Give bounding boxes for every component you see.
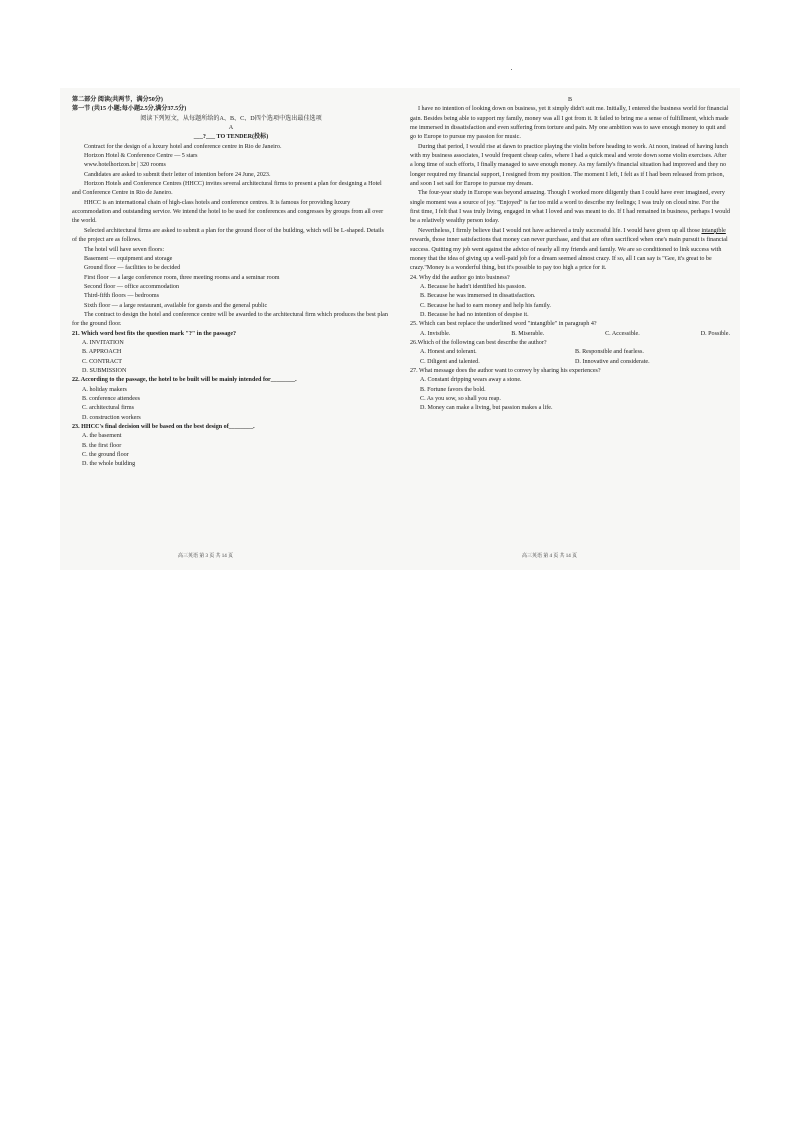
option-25c: C. Accessible. (605, 330, 640, 337)
option-27b: B. Fortune favors the bold. (420, 386, 486, 393)
question-26: 26.Which of the following can best describe the author? (410, 339, 547, 346)
option-23a: A. the basement (82, 433, 122, 440)
option-22c: C. architectural firms (82, 405, 134, 412)
floor-line: Sixth floor — a large restaurant, available for guests and the general public (84, 302, 268, 309)
option-24d: D. Because he had no intention of despise it. (420, 311, 529, 318)
option-23b: B. the first floor (82, 442, 122, 449)
page-footer-left: 高三英语 第 3 页 共 14 页 (178, 554, 234, 559)
option-21c: C. CONTRACT (82, 358, 122, 365)
options-25 (410, 330, 730, 339)
option-25d: D. Possible. (700, 330, 730, 337)
option-26d: D. Innovative and considerate. (575, 358, 650, 365)
question-22: 22. According to the passage, the hotel to be built will be mainly intended for________. (72, 377, 297, 384)
floor-line: First floor — a large conference room, three meeting rooms and a seminar room (84, 274, 280, 281)
text-run: rewards, those inner satisfactions that money can never purchase, and that are often sacrificed when one's main pursuit is financial success. Quitting my job went against the advice of nearly all my friends and family. We are so conditioned to link success with money that the idea of giving up a well-paid job for a dream seemed almost crazy. If so, all I can say is "Gee, it's great to be crazy."Money is a wonderful thing, but it's possible to pay too high a price for it. (410, 237, 728, 272)
scan-speck (511, 69, 512, 70)
option-27a: A. Constant dripping wears away a stone. (420, 377, 522, 384)
paragraph: During that period, I would rise at dawn to practice playing the violin before heading to work. At noon, instead of having lunch with my business associates, I would frequent cheap cafes, where I had a quick meal and wrote down some violin exercises. After a long time of such efforts, I finally managed to save enough money. As my family's financial situation had improved and they no longer required my financial support, I resigned from my position. The moment I left, I felt as if I had been released from prison, and soon I set sail for Europe to pursue my dream. (410, 143, 729, 188)
passage-label-b: B (567, 97, 573, 103)
floor-line: Second floor — office accommodation (84, 283, 179, 290)
option-22d: D. construction workers (82, 414, 141, 421)
option-27c: C. As you sow, so shall you reap. (420, 396, 501, 402)
ad-line: Contract for the design of a luxury hotel and conference centre in Rio de Janeiro. (84, 143, 282, 150)
option-25a: A. Invisible. (420, 330, 451, 337)
underlined-word: intangible (701, 227, 726, 234)
ad-line: Horizon Hotels and Conference Centres (HHCC) invites several architectural firms to present a plan for designing a Hotel and Conference Centre in Rio de Janeiro. (72, 181, 382, 197)
paragraph: The contract to design the hotel and conference centre will be awarded to the architectural firm which produces the best plan for the ground floor. (72, 311, 388, 328)
floor-line: Basement — equipment and storage (84, 255, 173, 262)
option-23d: D. the whole building (82, 461, 136, 468)
left-page (72, 96, 390, 470)
passage-title: ___?___ TO TENDER(投标) (193, 134, 269, 141)
option-24a: A. Because he hadn't identified his passion. (420, 283, 527, 290)
paragraph (410, 227, 730, 274)
floor-line: The hotel will have seven floors: (84, 246, 165, 253)
option-21a: A. INVITATION (82, 339, 124, 346)
option-24c: C. Because he had to earn money and help his family. (420, 302, 551, 309)
option-26c: C. Diligent and talented. (420, 358, 480, 365)
paragraph: Selected architectural firms are asked to submit a plan for the ground floor of the building, which will be L-shaped. Details of the project are as follows. (72, 227, 384, 244)
question-27: 27. What message does the author want to convey by sharing his experiences? (410, 367, 601, 374)
option-21b: B. APPROACH (82, 349, 122, 356)
question-25: 25. Which can best replace the underlined word "intangible" in paragraph 4? (410, 321, 597, 328)
floor-line: Third-fifth floors — bedrooms (84, 293, 159, 300)
instruction: 阅读下列短文，从每题所给的A、B、C、D四个选项中选出最佳选项 (140, 115, 322, 122)
floor-line: Ground floor — facilities to be decided (84, 265, 181, 272)
passage-label-a: A (228, 125, 234, 132)
option-27d: D. Money can make a living, but passion makes a life. (420, 405, 553, 412)
option-26a: A. Honest and tolerant. (420, 349, 477, 356)
text-run: Nevertheless, I firmly believe that I would not have achieved a truly successful life. I would have given up all those (418, 227, 702, 234)
part-header: 第二部分 阅读(共两节，满分50分) (72, 97, 163, 103)
right-page (410, 96, 730, 414)
paragraph: The four-year study in Europe was beyond amazing. Though I worked more diligently than I could have ever imagined, every single moment was a source of joy. "Enjoyed" is far too mild a word to describe my feelings; I was truly on cloud nine. For the first time, I felt that I was truly living, engaged in what I loved and was meant to do. If I had remained in business, perhaps I would be a relatively wealthy person today. (410, 190, 731, 225)
question-23: 23. HHCC's final decision will be based on the best design of________. (72, 424, 255, 431)
question-21: 21. Which word best fits the question mark "?" in the passage? (72, 330, 237, 337)
section-header: 第一节 (共15 小题;每小题2.5分,满分37.5分) (72, 106, 187, 113)
options-26-row1 (410, 348, 730, 357)
ad-line: Horizon Hotel & Conference Centre — 5 stars (84, 153, 198, 160)
option-23c: C. the ground floor (82, 452, 129, 459)
paragraph: I have no intention of looking down on business, yet it simply didn't suit me. Initially, I entered the business world for financial gain. Besides being able to support my family, money was all I got from it. It failed to bring me a sense of fulfillment, which made me immersed in dissatisfaction and even suffering from torture and pain. My one ambition was to save enough money to quit and go to Europe to pursue my passion for music. (410, 106, 729, 141)
option-26b: B. Responsible and fearless. (575, 349, 644, 356)
options-26-row2 (410, 358, 730, 367)
question-24: 24. Why did the author go into business? (410, 274, 510, 281)
ad-line: www.hotelhorizon.br | 320 rooms (84, 162, 166, 169)
paragraph: HHCC is an international chain of high-class hotels and conference centres. It is famous for providing luxury accommodation and outstanding service. We intend the hotel to be used for conferences and congresses by groups from all over the world. (72, 199, 384, 225)
ad-line: Candidates are asked to submit their letter of intention before 24 June, 2023. (84, 171, 271, 178)
option-22a: A. holiday makers (82, 386, 127, 393)
option-22b: B. conference attendees (82, 396, 141, 402)
option-21d: D. SUBMISSION (82, 367, 127, 374)
option-24b: B. Because he was immersed in dissatisfaction. (420, 293, 536, 300)
option-25b: B. Miserable. (511, 330, 545, 337)
page-footer-right: 高三英语 第 4 页 共 14 页 (522, 554, 578, 559)
